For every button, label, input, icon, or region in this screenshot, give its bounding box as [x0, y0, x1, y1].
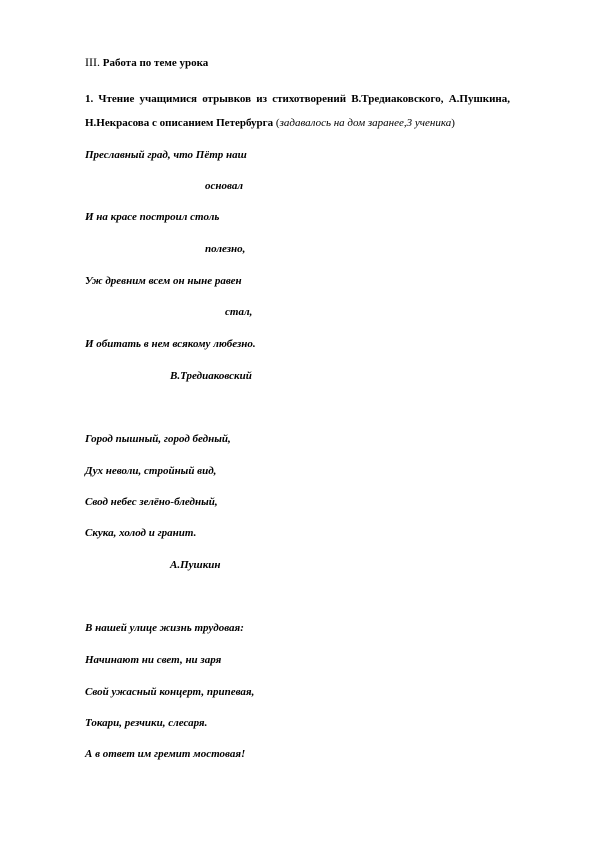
section-heading-text: Работа по теме урока [100, 57, 209, 69]
section-heading [85, 56, 208, 70]
task-line-2-bold: Н.Некрасова с описанием Петербурга [85, 117, 274, 129]
poem-line: Свой ужасный концерт, припевая, [85, 686, 255, 698]
task-line-2 [85, 117, 455, 130]
poem-line: А в ответ им гремит мостовая! [85, 748, 246, 760]
poem-author: А.Пушкин [170, 559, 221, 571]
poem-line: стал, [225, 306, 253, 318]
poem-line: И на красе построил столь [85, 211, 220, 223]
poem-line: Преславный град, что Пётр наш [85, 149, 247, 161]
paren-open: ( [273, 117, 280, 129]
section-numeral: III. [85, 55, 100, 69]
poem-line: Город пышный, город бедный, [85, 433, 231, 445]
poem-line: основал [205, 180, 243, 192]
poem-line: Свод небес зелёно-бледный, [85, 496, 218, 508]
poem-line: И обитать в нем всякому любезно. [85, 338, 256, 350]
poem-line: Начинают ни свет, ни заря [85, 654, 222, 666]
poem-line: Дух неволи, стройный вид, [85, 465, 217, 477]
poem-line: полезно, [205, 243, 246, 255]
task-line-2-italic: задавалось на дом заранее,3 ученика [279, 117, 452, 129]
task-line-1: 1. Чтение учащимися отрывков из стихотворений В.Тредиаковского, А.Пушкина, [85, 93, 510, 105]
poem-author: В.Тредиаковский [170, 370, 252, 382]
paren-close: ) [451, 117, 455, 129]
poem-line: В нашей улице жизнь трудовая: [85, 622, 244, 634]
poem-line: Уж древним всем он ныне равен [85, 275, 242, 287]
poem-line: Скука, холод и гранит. [85, 527, 197, 539]
poem-line: Токари, резчики, слесаря. [85, 717, 208, 729]
